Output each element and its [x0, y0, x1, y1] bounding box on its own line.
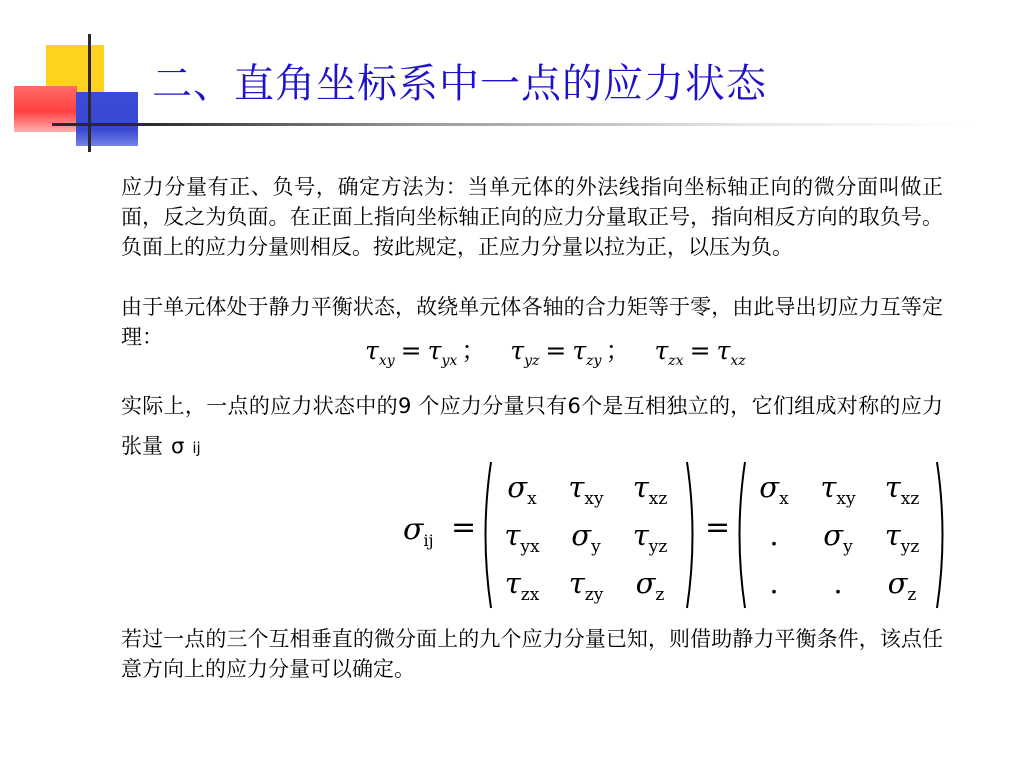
matrix1-cell-3-2: $\tau_{zy}$: [568, 566, 604, 605]
matrix2-cell-1-2: $\tau_{xy}$: [820, 470, 856, 509]
matrix1-cell-2-1: $\tau_{yx}$: [504, 518, 540, 557]
matrix1-cell-3-3: $\sigma_z$: [635, 566, 665, 605]
matrix1-cell-1-1: $\sigma_x$: [507, 470, 537, 509]
paragraph-conclusion: 若过一点的三个互相垂直的微分面上的九个应力分量已知，则借助静力平衡条件，该点任意方向上的应力分量可以确定。: [121, 627, 943, 681]
paragraph-sign-convention: 应力分量有正、负号，确定方法为：当单元体的外法线指向坐标轴正向的微分面叫做正面，反之为负面。在正面上指向坐标轴正向的应力分量取正号，指向相反方向的取负号。负面上的应力分量则相反。按此规定，正应力分量以拉为正，以压为负。: [121, 175, 943, 259]
matrix2-cell-3-3: $\sigma_z$: [887, 566, 917, 605]
matrix2-cell-1-3: $\tau_{xz}$: [884, 470, 920, 509]
equals-sign-1: =: [451, 510, 477, 545]
matrix1-cell-3-1: $\tau_{zx}$: [504, 566, 540, 605]
matrix1-cell-2-2: $\sigma_y$: [571, 518, 601, 557]
shear-stress-equation: [365, 331, 746, 369]
matrix2-cell-3-2: .: [833, 566, 843, 600]
decor-blue-square: [76, 92, 138, 146]
stress-tensor-symbol: $\sigma_{ij}$: [403, 512, 434, 550]
matrix1-cell-2-3: $\tau_{yz}$: [632, 518, 668, 557]
sigma-symbol: σ: [171, 434, 185, 458]
shear-pair-1: $\tau_{xy} = \tau_{yx}$ ；: [365, 336, 487, 369]
slide-title: 二、直角坐标系中一点的应力状态: [152, 61, 767, 107]
title-underline: [52, 123, 972, 126]
matrix1-right-paren: [685, 460, 699, 610]
matrix1-cell-1-2: $\tau_{xy}$: [568, 470, 604, 509]
matrix1-cell-1-3: $\tau_{xz}$: [632, 470, 668, 509]
shear-pair-2: $\tau_{yz} = \tau_{zy}$ ；: [510, 336, 631, 369]
stress-tensor-matrix-equation: [403, 460, 963, 610]
matrix2-cell-2-3: $\tau_{yz}$: [884, 518, 920, 557]
paragraph-shear-reciprocity: 由于单元体处于静力平衡状态，故绕单元体各轴的合力矩等于零，由此导出切应力互等定理：: [121, 295, 943, 349]
decor-vertical-line: [88, 34, 91, 152]
equals-sign-2: =: [705, 510, 731, 545]
matrix2-right-paren: [935, 460, 949, 610]
matrix2-cell-1-1: $\sigma_x$: [759, 470, 789, 509]
paragraph-stress-tensor: 实际上，一点的应力状态中的9 个应力分量只有6个是互相独立的，它们组成对称的应力张量 σ ij: [121, 394, 943, 458]
shear-pair-3: $\tau_{zx} = \tau_{xz}$: [654, 336, 746, 369]
matrix2-cell-2-1: .: [769, 518, 779, 552]
matrix2-cell-3-1: .: [769, 566, 779, 600]
matrix2-cell-2-2: $\sigma_y$: [823, 518, 853, 557]
